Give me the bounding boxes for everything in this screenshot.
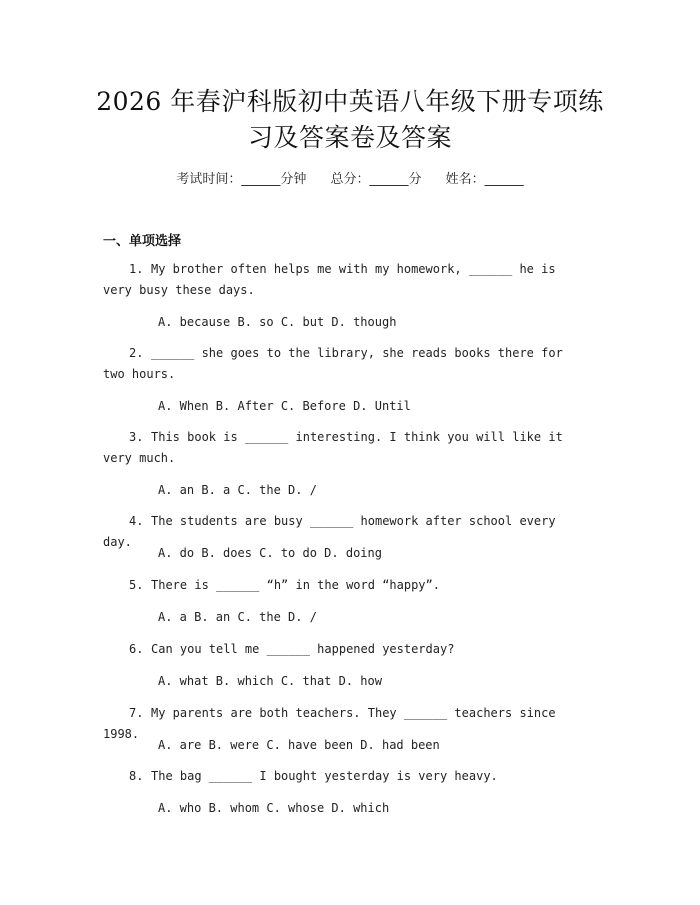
question-number: 8.	[129, 769, 144, 783]
question-text: My parents are both teachers. They ______ teachers since 1998.	[103, 706, 556, 741]
question-8-options: A. who B. whom C. whose D. which	[158, 801, 390, 815]
question-3	[103, 427, 583, 469]
question-7-options: A. are B. were C. have been D. had been	[158, 738, 440, 752]
question-text: The students are busy ______ homework after school every day.	[103, 514, 556, 549]
question-text: Can you tell me ______ happened yesterday?	[151, 642, 455, 656]
question-number: 6.	[129, 642, 144, 656]
question-6-options: A. what B. which C. that D. how	[158, 674, 382, 688]
question-text: My brother often helps me with my homework, ______ he is very busy these days.	[103, 262, 556, 297]
question-6	[103, 639, 583, 660]
question-number: 5.	[129, 578, 144, 592]
exam-time: 考试时间：______分钟	[176, 172, 307, 187]
total-score: 总分：______分	[330, 172, 422, 187]
question-number: 3.	[129, 430, 144, 444]
question-5	[103, 575, 583, 596]
question-number: 7.	[129, 706, 144, 720]
question-3-options: A. an B. a C. the D. /	[158, 483, 317, 497]
question-5-options: A. a B. an C. the D. /	[158, 610, 317, 624]
title-line-1: 2026 年春沪科版初中英语八年级下册专项练	[96, 87, 604, 116]
question-number: 4.	[129, 514, 144, 528]
question-number: 2.	[129, 346, 144, 360]
question-8	[103, 766, 583, 787]
section-title: 一、单项选择	[103, 234, 182, 249]
question-text: This book is ______ interesting. I think you will like it very much.	[103, 430, 563, 465]
student-name: 姓名：______	[445, 172, 524, 187]
question-text: The bag ______ I bought yesterday is very heavy.	[151, 769, 498, 783]
question-number: 1.	[129, 262, 144, 276]
question-1-options: A. because B. so C. but D. though	[158, 315, 397, 329]
question-4-options: A. do B. does C. to do D. doing	[158, 546, 382, 560]
question-text: There is ______ “h” in the word “happy”.	[151, 578, 440, 592]
question-text: ______ she goes to the library, she reads books there for two hours.	[103, 346, 563, 381]
exam-meta	[0, 168, 700, 187]
question-2	[103, 343, 583, 385]
title-line-2: 习及答案卷及答案	[247, 123, 452, 152]
question-2-options: A. When B. After C. Before D. Until	[158, 399, 411, 413]
question-1	[103, 259, 583, 301]
